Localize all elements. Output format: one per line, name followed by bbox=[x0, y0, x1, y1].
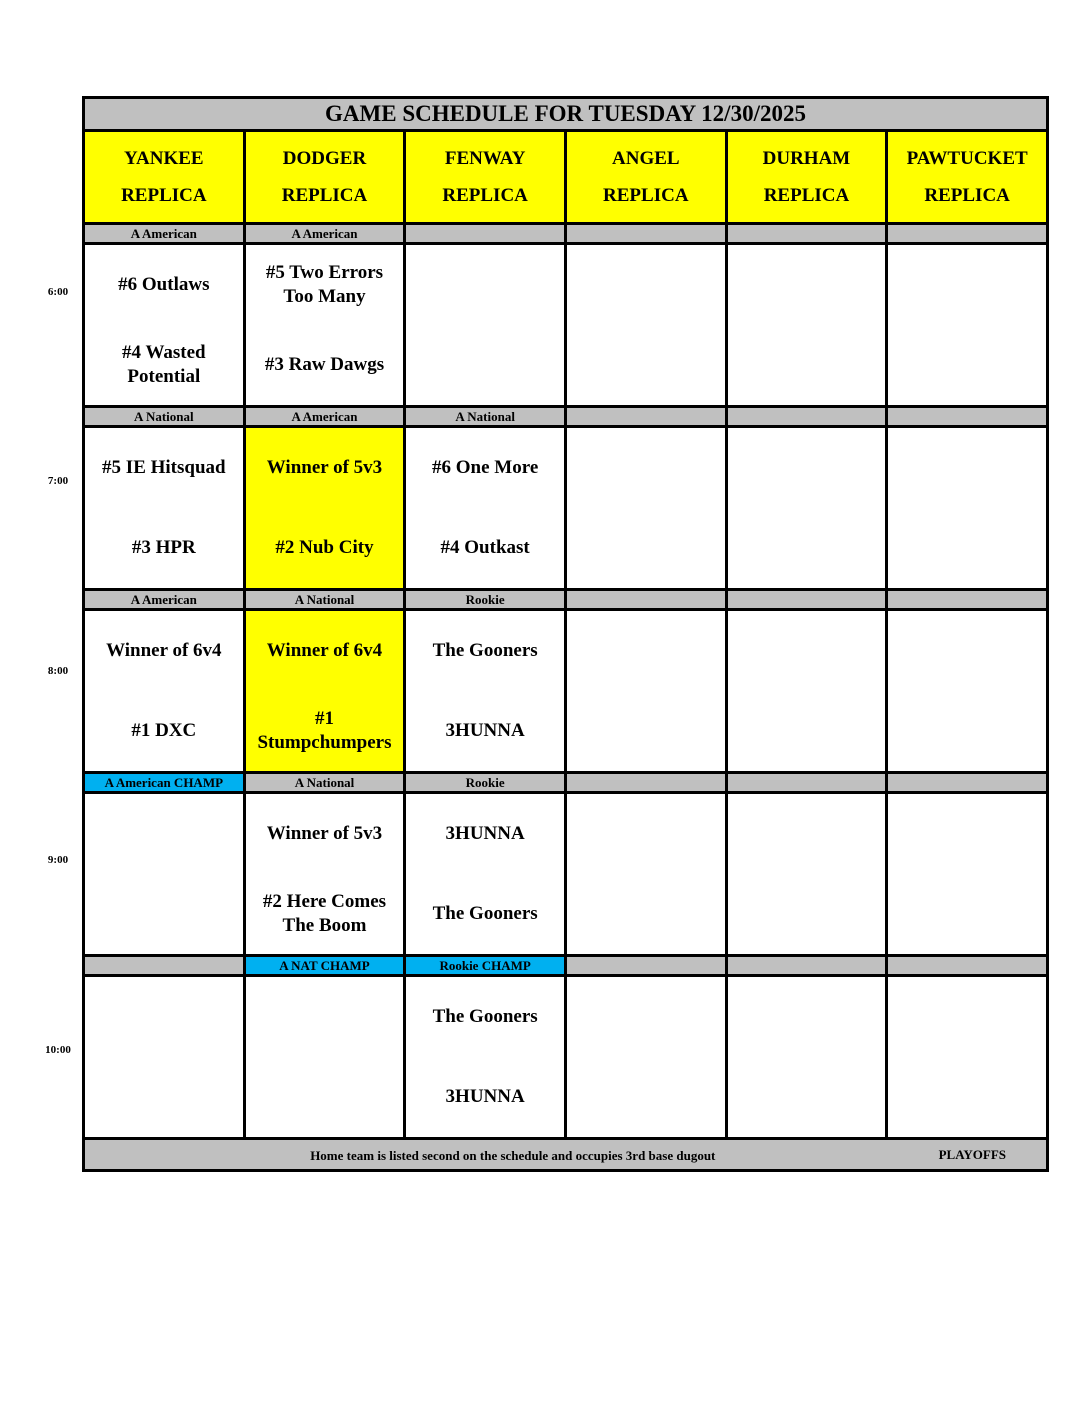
field-yankee: YANKEE REPLICA bbox=[84, 131, 245, 224]
field-angel: ANGEL REPLICA bbox=[565, 131, 726, 224]
division-row bbox=[84, 407, 1048, 427]
away-team: #5 Two Errors Too Many bbox=[265, 262, 384, 307]
division-label bbox=[887, 773, 1048, 793]
game-cell bbox=[726, 427, 887, 590]
home-team bbox=[406, 325, 564, 405]
game-cell bbox=[84, 610, 245, 773]
page-title: GAME SCHEDULE FOR TUESDAY 12/30/2025 bbox=[84, 98, 1048, 131]
footer-note: Home team is listed second on the schedule and occupies 3rd base dugout bbox=[310, 1147, 716, 1163]
home-team: #4 Outkast bbox=[440, 537, 530, 558]
division-label bbox=[565, 590, 726, 610]
game-cell bbox=[84, 976, 245, 1139]
home-team bbox=[888, 508, 1046, 588]
division-label bbox=[565, 224, 726, 244]
home-team bbox=[888, 874, 1046, 954]
game-cell bbox=[565, 610, 726, 773]
home-team: 3HUNNA bbox=[445, 720, 525, 741]
division-label bbox=[405, 224, 566, 244]
away-team bbox=[888, 977, 1046, 1057]
away-team: Winner of 5v3 bbox=[266, 823, 383, 844]
division-label: A National bbox=[244, 773, 405, 793]
away-team: Winner of 6v4 bbox=[266, 640, 383, 661]
home-team bbox=[567, 874, 725, 954]
away-team bbox=[888, 245, 1046, 325]
field-header-row bbox=[84, 131, 1048, 224]
game-row bbox=[84, 976, 1048, 1139]
division-label-champ: A American CHAMP bbox=[84, 773, 245, 793]
time-label-6: 6:00 bbox=[47, 286, 69, 298]
away-team bbox=[567, 611, 725, 691]
game-row bbox=[84, 427, 1048, 590]
game-cell bbox=[565, 427, 726, 590]
time-label-10: 10:00 bbox=[45, 1044, 71, 1056]
game-cell bbox=[726, 244, 887, 407]
home-team bbox=[85, 1057, 243, 1137]
division-label: A American bbox=[84, 224, 245, 244]
home-team: #2 Nub City bbox=[275, 537, 374, 558]
division-label: A American bbox=[244, 407, 405, 427]
game-cell bbox=[84, 427, 245, 590]
away-team: #6 Outlaws bbox=[118, 274, 210, 295]
game-cell bbox=[84, 244, 245, 407]
away-team bbox=[85, 977, 243, 1057]
away-team bbox=[85, 794, 243, 874]
game-cell bbox=[84, 793, 245, 956]
division-label bbox=[726, 956, 887, 976]
game-cell bbox=[565, 244, 726, 407]
division-label bbox=[887, 956, 1048, 976]
game-cell bbox=[565, 793, 726, 956]
game-cell bbox=[405, 610, 566, 773]
division-label bbox=[565, 407, 726, 427]
home-team bbox=[728, 1057, 886, 1137]
away-team: #5 IE Hitsquad bbox=[102, 457, 226, 478]
game-cell bbox=[565, 976, 726, 1139]
division-label bbox=[726, 773, 887, 793]
home-team bbox=[728, 874, 886, 954]
field-fenway: FENWAY REPLICA bbox=[405, 131, 566, 224]
home-team bbox=[888, 1057, 1046, 1137]
home-team bbox=[567, 325, 725, 405]
division-label bbox=[565, 773, 726, 793]
away-team: Winner of 6v4 bbox=[106, 640, 222, 661]
away-team bbox=[406, 245, 564, 325]
division-label: A National bbox=[244, 590, 405, 610]
game-cell bbox=[726, 610, 887, 773]
division-label bbox=[887, 407, 1048, 427]
home-team bbox=[888, 325, 1046, 405]
game-cell bbox=[405, 976, 566, 1139]
home-team bbox=[567, 508, 725, 588]
away-team bbox=[567, 428, 725, 508]
away-team: Winner of 5v3 bbox=[266, 457, 383, 478]
field-dodger: DODGER REPLICA bbox=[244, 131, 405, 224]
home-team bbox=[728, 691, 886, 771]
game-cell bbox=[244, 976, 405, 1139]
home-team bbox=[567, 691, 725, 771]
home-team bbox=[246, 1057, 404, 1137]
division-label: Rookie bbox=[405, 590, 566, 610]
division-row bbox=[84, 224, 1048, 244]
division-label: A National bbox=[84, 407, 245, 427]
division-label bbox=[887, 590, 1048, 610]
away-team: The Gooners bbox=[432, 1006, 538, 1027]
division-label: Rookie bbox=[405, 773, 566, 793]
home-team: #3 Raw Dawgs bbox=[264, 354, 385, 375]
game-cell bbox=[244, 244, 405, 407]
game-cell bbox=[726, 976, 887, 1139]
game-cell bbox=[887, 427, 1048, 590]
away-team bbox=[728, 245, 886, 325]
game-cell bbox=[405, 427, 566, 590]
field-durham: DURHAM REPLICA bbox=[726, 131, 887, 224]
division-label bbox=[565, 956, 726, 976]
home-team bbox=[567, 1057, 725, 1137]
away-team: #6 One More bbox=[432, 457, 539, 478]
game-cell bbox=[405, 793, 566, 956]
division-label-champ: A NAT CHAMP bbox=[244, 956, 405, 976]
division-label: A American bbox=[84, 590, 245, 610]
away-team bbox=[888, 794, 1046, 874]
away-team: The Gooners bbox=[432, 640, 538, 661]
away-team bbox=[728, 977, 886, 1057]
game-cell bbox=[887, 244, 1048, 407]
division-row bbox=[84, 773, 1048, 793]
home-team: #1 Stumpchumpers bbox=[257, 708, 392, 753]
home-team: #4 Wasted Potential bbox=[122, 342, 206, 387]
away-team bbox=[567, 245, 725, 325]
game-cell bbox=[887, 793, 1048, 956]
field-pawtucket: PAWTUCKET REPLICA bbox=[887, 131, 1048, 224]
away-team bbox=[728, 611, 886, 691]
playoffs-label: PLAYOFFS bbox=[938, 1146, 1006, 1162]
division-label bbox=[84, 956, 245, 976]
game-row bbox=[84, 793, 1048, 956]
time-label-8: 8:00 bbox=[47, 665, 69, 677]
division-label: A American bbox=[244, 224, 405, 244]
home-team: The Gooners bbox=[432, 903, 538, 924]
division-row bbox=[84, 956, 1048, 976]
home-team: #2 Here Comes The Boom bbox=[262, 891, 387, 936]
away-team bbox=[728, 794, 886, 874]
game-row bbox=[84, 610, 1048, 773]
division-label bbox=[726, 224, 887, 244]
home-team: 3HUNNA bbox=[445, 1086, 525, 1107]
away-team bbox=[728, 428, 886, 508]
home-team bbox=[888, 691, 1046, 771]
division-label: A National bbox=[405, 407, 566, 427]
home-team bbox=[728, 325, 886, 405]
game-cell bbox=[887, 610, 1048, 773]
away-team bbox=[567, 794, 725, 874]
time-label-7: 7:00 bbox=[47, 475, 69, 487]
away-team: 3HUNNA bbox=[445, 823, 525, 844]
time-label-9: 9:00 bbox=[47, 854, 69, 866]
game-cell bbox=[887, 976, 1048, 1139]
division-label bbox=[887, 224, 1048, 244]
game-row bbox=[84, 244, 1048, 407]
footer-row bbox=[84, 1139, 1048, 1171]
home-team: #1 DXC bbox=[131, 720, 197, 741]
home-team bbox=[728, 508, 886, 588]
game-cell bbox=[405, 244, 566, 407]
game-cell-highlighted bbox=[244, 610, 405, 773]
schedule-table bbox=[82, 96, 1049, 1172]
away-team bbox=[888, 611, 1046, 691]
away-team bbox=[888, 428, 1046, 508]
away-team bbox=[567, 977, 725, 1057]
game-cell bbox=[244, 793, 405, 956]
home-team: #3 HPR bbox=[131, 537, 196, 558]
game-cell-highlighted bbox=[244, 427, 405, 590]
game-cell bbox=[726, 793, 887, 956]
division-label-champ: Rookie CHAMP bbox=[405, 956, 566, 976]
division-label bbox=[726, 590, 887, 610]
home-team bbox=[85, 874, 243, 954]
away-team bbox=[246, 977, 404, 1057]
division-label bbox=[726, 407, 887, 427]
division-row bbox=[84, 590, 1048, 610]
